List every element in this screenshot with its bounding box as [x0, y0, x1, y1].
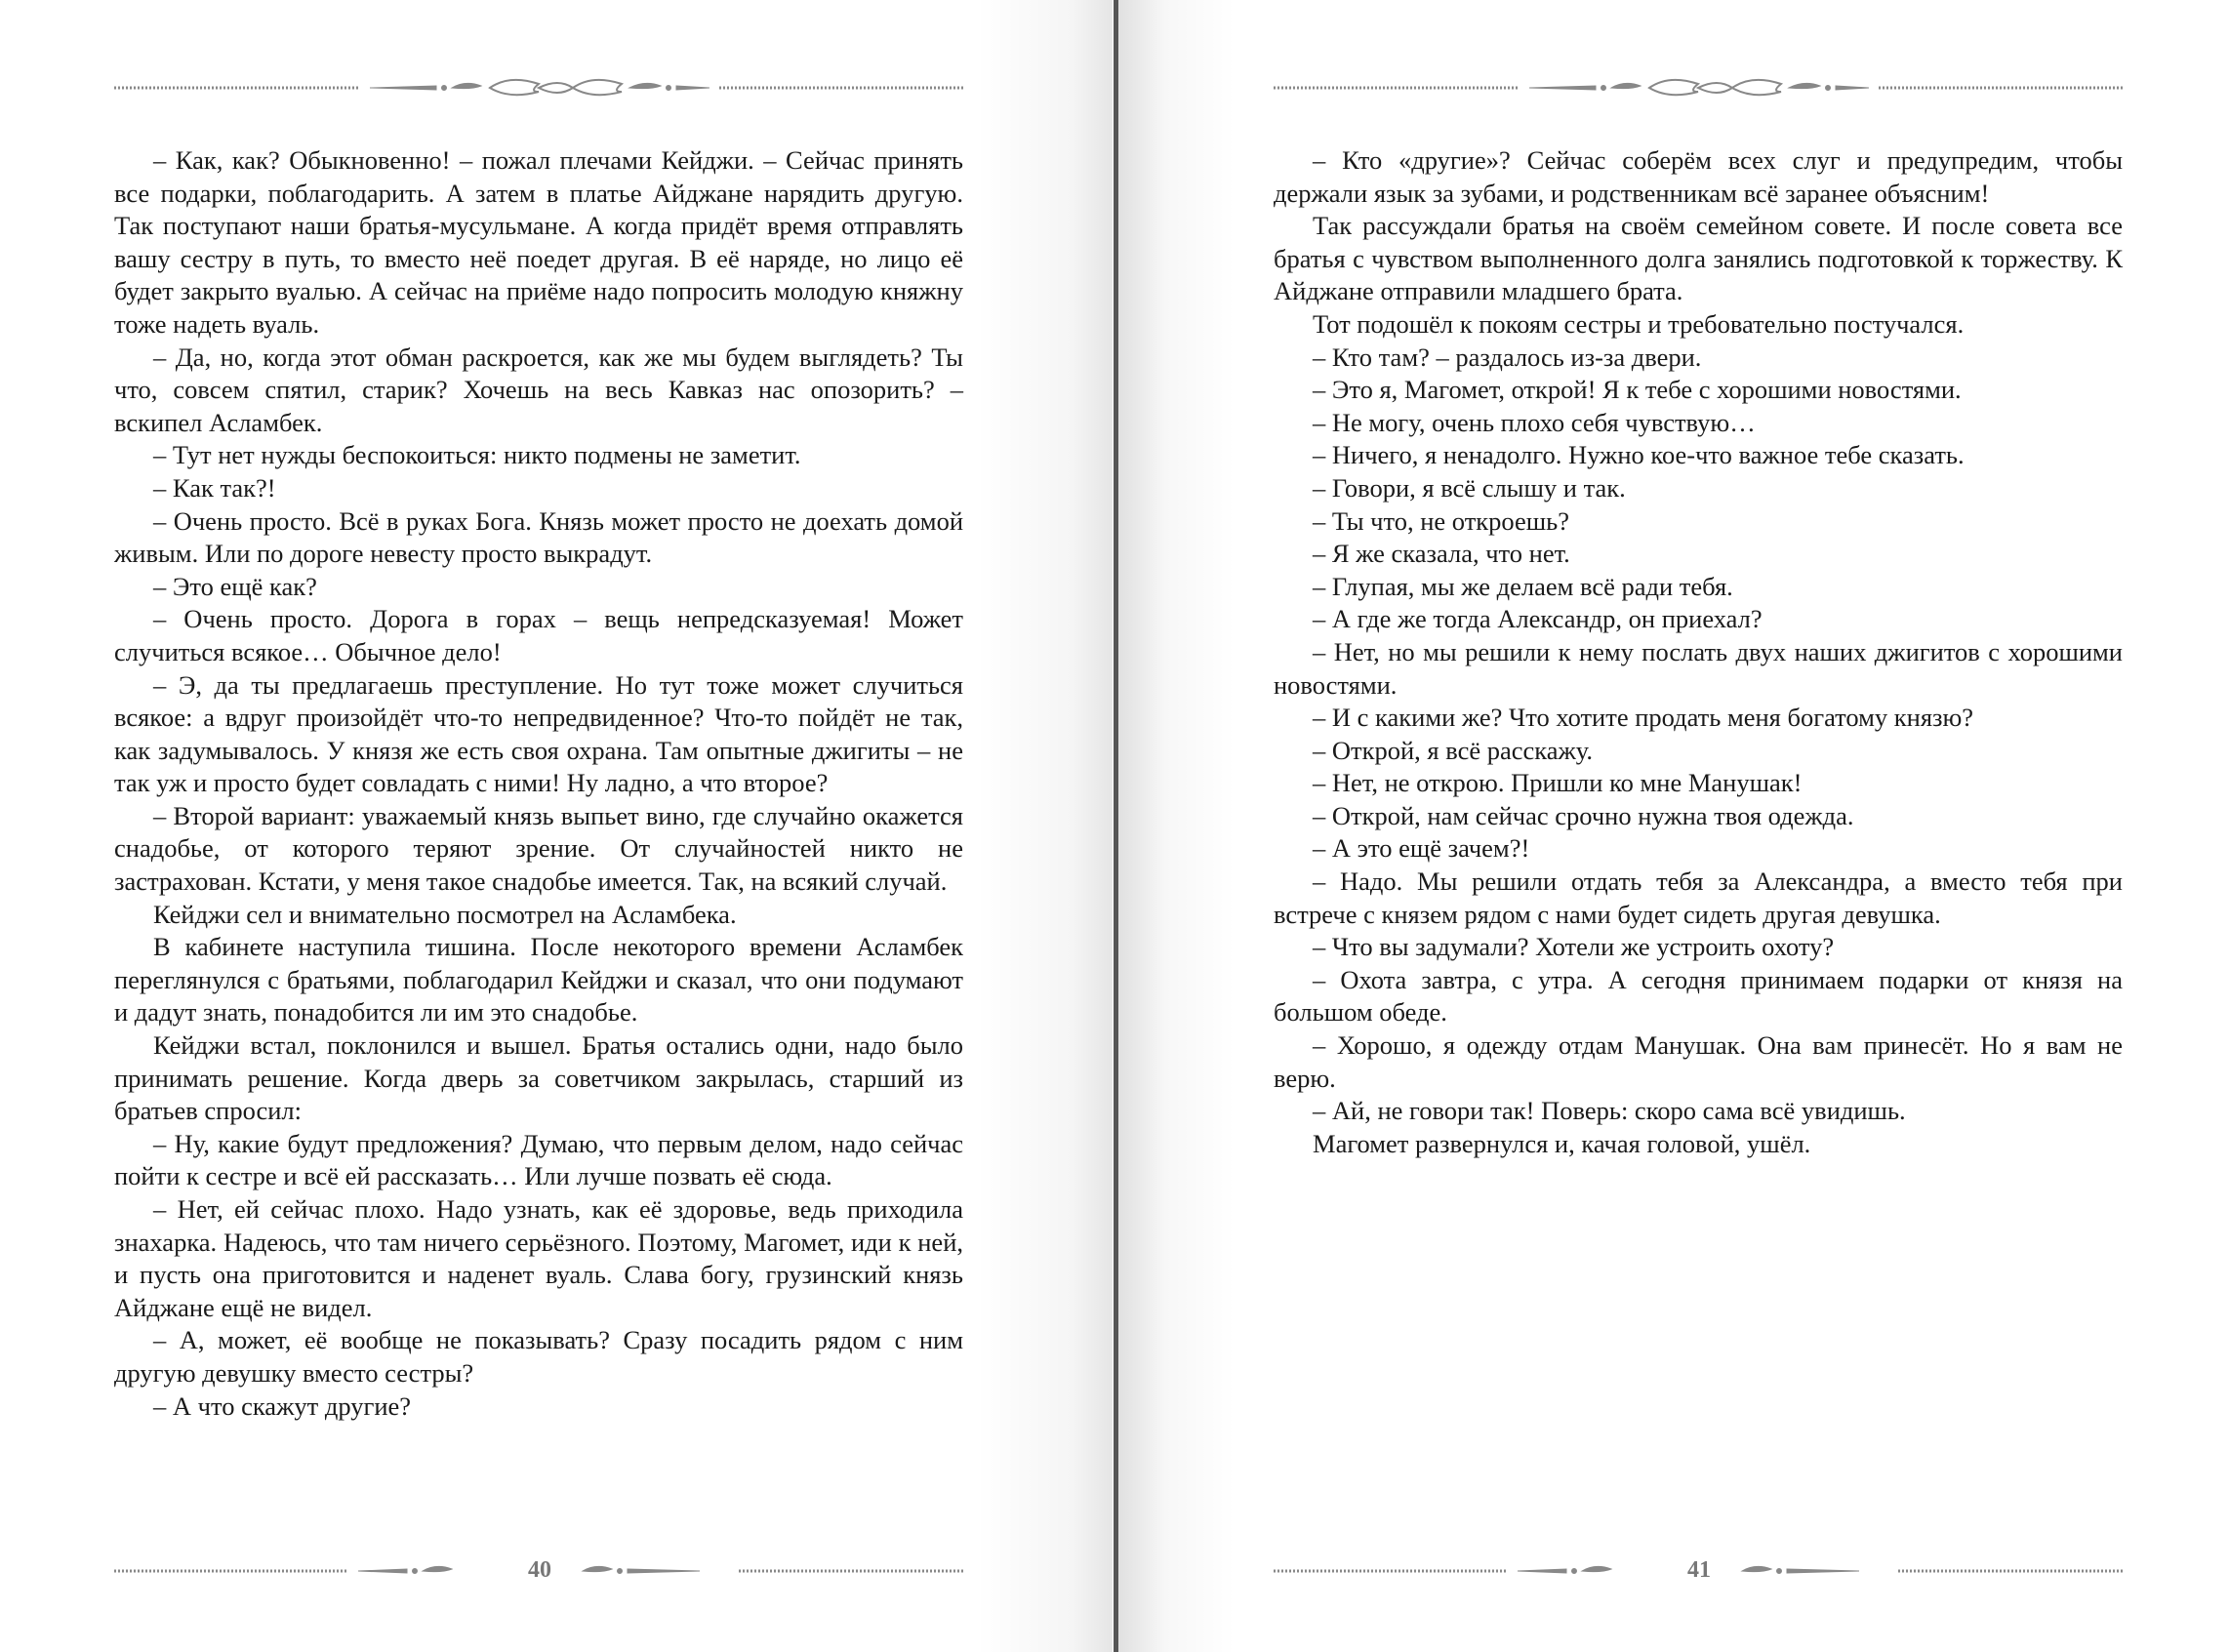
paragraph: – Хорошо, я одежду отдам Манушак. Она вам принесёт. Но я вам не верю.: [1274, 1030, 2123, 1093]
paragraph: – Кто «другие»? Сейчас соберём всех слуг и предупредим, чтобы держали язык за зубами, и родственникам всё заранее объясним!: [1274, 145, 2123, 208]
paragraph: – Нет, не открою. Пришли ко мне Манушак!: [1313, 768, 1803, 798]
paragraph: – А что скажут другие?: [153, 1390, 412, 1421]
paragraph: – Что вы задумали? Хотели же устроить охоту?: [1313, 932, 1835, 962]
paragraph: – А где же тогда Александр, он приехал?: [1313, 604, 1763, 634]
paragraph: – Нет, ей сейчас плохо. Надо узнать, как её здоровье, ведь приходила знахарка. Надеюсь, что там ничего серьёзного. Поэтому, Магомет, иди к ней, и пусть она приготовится и наденет вуаль. Слава богу, грузинский князь Айджане ещё не видел.: [114, 1194, 963, 1322]
header-ornament-right: [1274, 76, 2123, 100]
paragraph: – Ты что, не откроешь?: [1313, 505, 1569, 536]
page-number-right: 41: [1687, 1557, 1711, 1583]
paragraph: – А, может, её вообще не показывать? Сразу посадить рядом с ним другую девушку вместо сестры?: [114, 1325, 963, 1388]
paragraph: – Ай, не говори так! Поверь: скоро сама всё увидишь.: [1313, 1096, 1906, 1126]
paragraph: – Это я, Магомет, открой! Я к тебе с хорошими новостями.: [1313, 375, 1962, 405]
paragraph: – Да, но, когда этот обман раскроется, как же мы будем выглядеть? Ты что, совсем спятил, старик? Хочешь на весь Кавказ нас опозорить? – вскипел Асламбек.: [114, 342, 963, 437]
paragraph: – Очень просто. Дорога в горах – вещь непредсказуемая! Может случиться всякое… Обычное дело!: [114, 604, 963, 666]
paragraph: – Открой, нам сейчас срочно нужна твоя одежда.: [1313, 800, 1854, 830]
paragraph: – Глупая, мы же делаем всё ради тебя.: [1313, 571, 1733, 601]
paragraph: – Надо. Мы решили отдать тебя за Александра, а вместо тебя при встрече с князем рядом с нами будет сидеть другая девушка.: [1274, 866, 2123, 929]
paragraph: – Тут нет нужды беспокоиться: никто подмены не заметит.: [153, 440, 801, 470]
paragraph: – Второй вариант: уважаемый князь выпьет вино, где случайно окажется снадобье, от которого теряют зрение. От случайностей никто не застрахован. Кстати, у меня такое снадобье имеется. Так, на всякий случай.: [114, 800, 963, 897]
paragraph: – Как так?!: [153, 472, 276, 503]
paragraph: – Я же сказала, что нет.: [1313, 539, 1570, 569]
right-page-text: [1274, 144, 2123, 1160]
flourish-scroll-icon: [1274, 76, 2123, 100]
paragraph: – Нет, но мы решили к нему послать двух наших джигитов с хорошими новостями.: [1274, 636, 2123, 700]
paragraph: Так рассуждали братья на своём семейном совете. И после совета все братья с чувством выполненного долга занялись подготовкой к торжеству. К Айджане отправили младшего брата.: [1274, 211, 2123, 306]
paragraph: – Как, как? Обыкновенно! – пожал плечами Кейджи. – Сейчас принять все подарки, поблагодарить. А затем в платье Айджане нарядить другую. Так поступают наши братья-мусульмане. А когда придёт время отправлять вашу сестру в путь, то вместо неё поедет другая. В её наряде, но лицо её будет закрыто вуалью. А сейчас на приёме надо попросить молодую княжну тоже надеть вуаль.: [114, 145, 963, 339]
paragraph: – Охота завтра, с утра. А сегодня принимаем подарки от князя на большом обеде.: [1274, 964, 2123, 1027]
paragraph: – Это ещё как?: [153, 571, 317, 601]
paragraph: – Открой, я всё расскажу.: [1313, 735, 1594, 765]
paragraph: – Не могу, очень плохо себя чувствую…: [1313, 407, 1756, 437]
paragraph: В кабинете наступила тишина. После некоторого времени Асламбек переглянулся с братьями, поблагодарил Кейджи и сказал, что они подумают и дадут знать, понадобится ли им это снадобье.: [114, 932, 963, 1027]
paragraph: Тот подошёл к покоям сестры и требовательно постучался.: [1313, 308, 1965, 339]
paragraph: – Ну, какие будут предложения? Думаю, что первым делом, надо сейчас пойти к сестре и всё ей рассказать… Или лучше позвать её сюда.: [114, 1128, 963, 1191]
page-number-left: 40: [528, 1557, 551, 1583]
paragraph: – И с какими же? Что хотите продать меня богатому князю?: [1313, 703, 1974, 733]
paragraph: – Очень просто. Всё в руках Бога. Князь может просто не доехать домой живым. Или по дороге невесту просто выкрадут.: [114, 505, 963, 569]
paragraph: – Ничего, я ненадолго. Нужно кое-что важное тебе сказать.: [1313, 440, 1965, 470]
paragraph: – Кто там? – раздалось из-за двери.: [1313, 342, 1702, 372]
paragraph: – Говори, я всё слышу и так.: [1313, 472, 1626, 503]
paragraph: – Э, да ты предлагаешь преступление. Но тут тоже может случиться всякое: а вдруг произойдёт что-то непредвиденное? Что-то пойдёт не так, как задумывалось. У князя же есть своя охрана. Там опытные джигиты – не так уж и просто будет совладать с ними! Ну ладно, а что второе?: [114, 669, 963, 798]
paragraph: – А это ещё зачем?!: [1313, 833, 1530, 864]
paragraph: Кейджи сел и внимательно посмотрел на Асламбека.: [153, 899, 737, 929]
paragraph: Магомет развернулся и, качая головой, ушёл.: [1313, 1128, 1811, 1158]
paragraph: Кейджи встал, поклонился и вышел. Братья остались одни, надо было принимать решение. Когда дверь за советчиком закрылась, старший из братьев спросил:: [114, 1030, 963, 1126]
